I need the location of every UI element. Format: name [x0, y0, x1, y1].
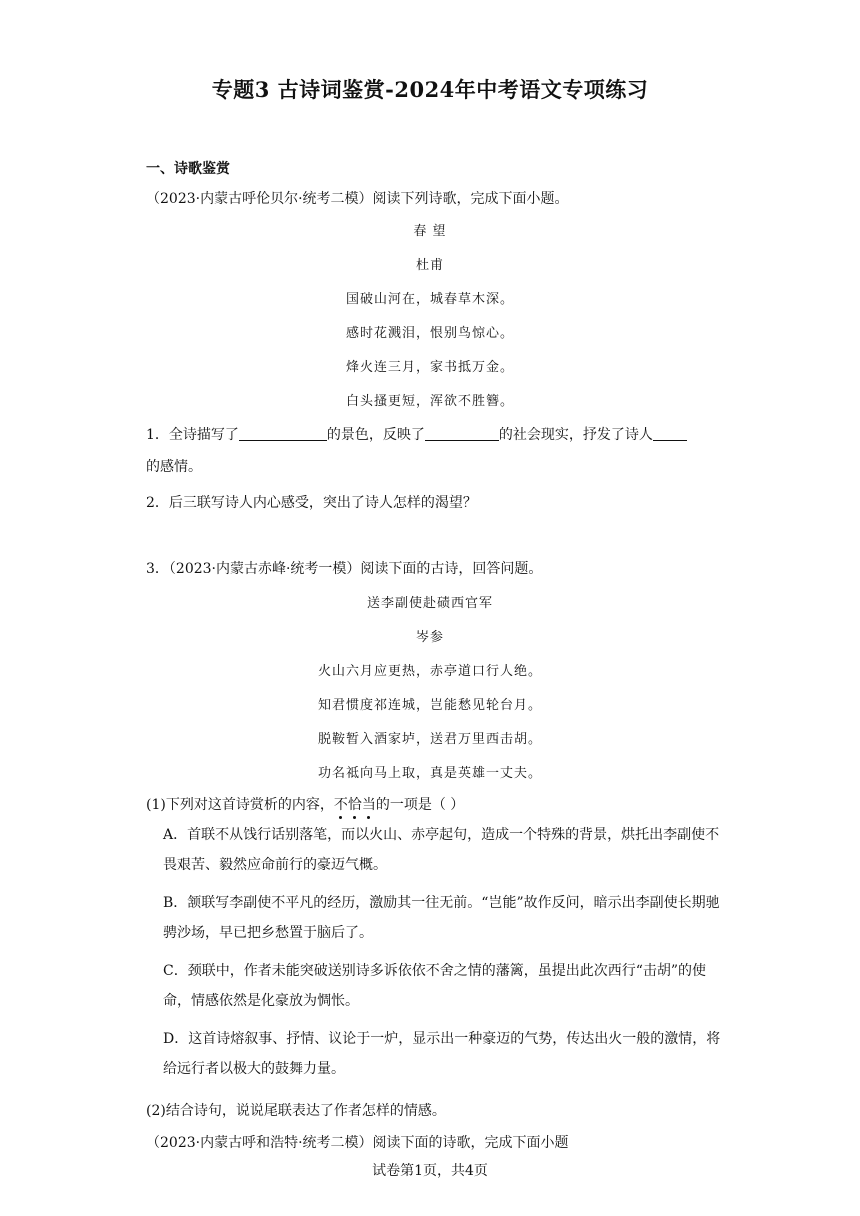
- poem2-line: 知君惯度祁连城，岂能愁见轮台月。: [317, 698, 542, 713]
- answer-blank[interactable]: [239, 426, 327, 441]
- poem2-line: 脱鞍暂入酒家垆，送君万里西击胡。: [317, 732, 542, 747]
- poem1-line: 烽火连三月，家书抵万金。: [345, 360, 514, 375]
- sub-question-2: (2)结合诗句，说说尾联表达了作者怎样的情感。: [146, 1103, 446, 1119]
- section3-intro: （2023·内蒙古呼和浩特·统考二模）阅读下面的诗歌，完成下面小题: [146, 1135, 569, 1151]
- q1-text: 的社会现实，抒发了诗人: [498, 427, 653, 443]
- poem1-line: 国破山河在，城春草木深。: [345, 292, 514, 307]
- q1-text: 的景色，反映了: [326, 427, 425, 443]
- section-heading: 一、诗歌鉴赏: [146, 161, 230, 177]
- option-c: C．颈联中，作者未能突破送别诗多诉依依不舍之情的藩篱，虽提出此次西行“击胡”的使命，情感依然是化豪放为惆怅。: [163, 963, 707, 1009]
- q1-text-end: 的感情。: [146, 459, 202, 475]
- answer-blank[interactable]: [425, 426, 499, 441]
- sub-question-1: [146, 794, 464, 814]
- question-2: 2．后三联写诗人内心感受，突出了诗人怎样的渴望？: [146, 495, 477, 511]
- page-footer: 试卷第1页，共4页: [372, 1163, 488, 1179]
- answer-blank[interactable]: [653, 426, 687, 441]
- poem2-line: 火山六月应更热，赤亭道口行人绝。: [317, 664, 542, 679]
- poem1-line: 感时花溅泪，恨别鸟惊心。: [345, 326, 514, 341]
- section1-intro: （2023·内蒙古呼伦贝尔·统考二模）阅读下列诗歌，完成下面小题。: [146, 191, 569, 207]
- emphasis-char: 不: [333, 797, 348, 813]
- poem1-line: 白头搔更短，浑欲不胜簪。: [345, 394, 514, 409]
- poem1-author: 杜甫: [415, 258, 444, 273]
- q1-text: 1．全诗描写了: [146, 427, 239, 443]
- page-title: 专题3 古诗词鉴赏-2024年中考语文专项练习: [211, 77, 649, 102]
- poem2-line: 功名祗向马上取，真是英雄一丈夫。: [317, 766, 542, 781]
- emphasis-char: 恰: [347, 797, 362, 813]
- poem1-title: 春 望: [413, 224, 447, 239]
- poem2-title: 送李副使赴碛西官军: [366, 596, 493, 611]
- question-1: [146, 424, 687, 444]
- section2-intro: 3．（2023·内蒙古赤峰·统考一模）阅读下面的古诗，回答问题。: [146, 561, 543, 577]
- sub1-text: (1)下列对这首诗赏析的内容，: [146, 797, 334, 813]
- option-b: B．颔联写李副使不平凡的经历，激励其一往无前。“岂能”故作反问，暗示出李副使长期驰骋沙场，早已把乡愁置于脑后了。: [163, 895, 720, 941]
- poem2-author: 岑参: [415, 630, 444, 645]
- emphasis-char: 当: [361, 797, 376, 813]
- option-a: A．首联不从饯行话别落笔，而以火山、赤亭起句，造成一个特殊的背景，烘托出李副使不畏艰苦、毅然应命前行的豪迈气概。: [163, 827, 720, 873]
- sub1-text: 的一项是（ ）: [375, 797, 465, 813]
- option-d: D．这首诗熔叙事、抒情、议论于一炉，显示出一种豪迈的气势，传达出火一般的激情，将给远行者以极大的鼓舞力量。: [163, 1031, 721, 1077]
